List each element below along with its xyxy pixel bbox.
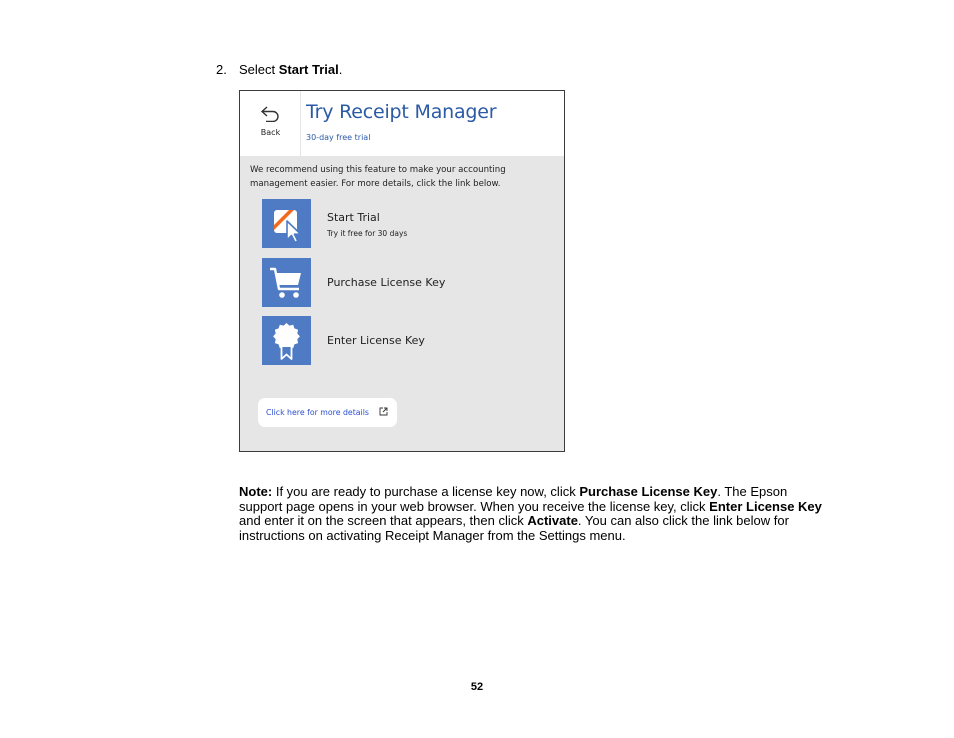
page-title: Try Receipt Manager bbox=[306, 101, 497, 123]
note-paragraph bbox=[239, 485, 829, 543]
intro-line-1: We recommend using this feature to make your accounting bbox=[250, 165, 506, 175]
back-arrow-icon bbox=[260, 106, 280, 122]
enter-license-option[interactable] bbox=[262, 316, 552, 365]
more-details-text: Click here for more details bbox=[266, 408, 369, 417]
page-subtitle: 30-day free trial bbox=[306, 133, 371, 142]
note-bold-purchase: Purchase License Key bbox=[579, 484, 718, 499]
step-bold-term: Start Trial bbox=[278, 62, 339, 77]
intro-line-2: management easier. For more details, click the link below. bbox=[250, 179, 501, 189]
purchase-license-tile bbox=[262, 258, 311, 307]
start-trial-sublabel: Try it free for 30 days bbox=[327, 229, 408, 238]
step-instruction bbox=[216, 62, 342, 77]
note-bold-enter-license: Enter License Key bbox=[709, 498, 822, 514]
start-trial-label: Start Trial bbox=[327, 211, 380, 224]
start-trial-option[interactable] bbox=[262, 199, 552, 248]
start-trial-tile bbox=[262, 199, 311, 248]
certificate-badge-icon bbox=[262, 316, 311, 365]
start-trial-cursor-icon bbox=[262, 199, 311, 248]
back-button[interactable] bbox=[240, 91, 301, 156]
note-text-2: . The Epson support page opens in your web browser. When you receive the license key, click bbox=[239, 484, 788, 514]
step-suffix: . bbox=[338, 62, 343, 77]
receipt-manager-screenshot bbox=[239, 90, 565, 452]
back-label: Back bbox=[260, 128, 281, 137]
note-text-1: If you are ready to purchase a license key now, click bbox=[272, 484, 580, 499]
page-number: 52 bbox=[470, 681, 484, 693]
purchase-license-label: Purchase License Key bbox=[327, 276, 446, 289]
more-details-link[interactable] bbox=[258, 398, 397, 427]
note-bold-activate: Activate bbox=[527, 513, 578, 528]
note-text-3: and enter it on the screen that appears, then click bbox=[239, 513, 528, 528]
note-text-4: . You can also click the link below for instructions on activating Receipt Manager from the Settings menu. bbox=[239, 513, 789, 543]
shopping-cart-icon bbox=[262, 258, 311, 307]
note-label: Note: bbox=[239, 484, 273, 499]
step-number: 2. bbox=[216, 62, 227, 77]
external-link-icon bbox=[379, 407, 388, 416]
intro-text bbox=[250, 163, 550, 191]
enter-license-label: Enter License Key bbox=[327, 334, 425, 347]
step-prefix: Select bbox=[239, 62, 279, 77]
purchase-license-option[interactable] bbox=[262, 258, 552, 307]
dialog-header bbox=[240, 91, 564, 156]
enter-license-tile bbox=[262, 316, 311, 365]
